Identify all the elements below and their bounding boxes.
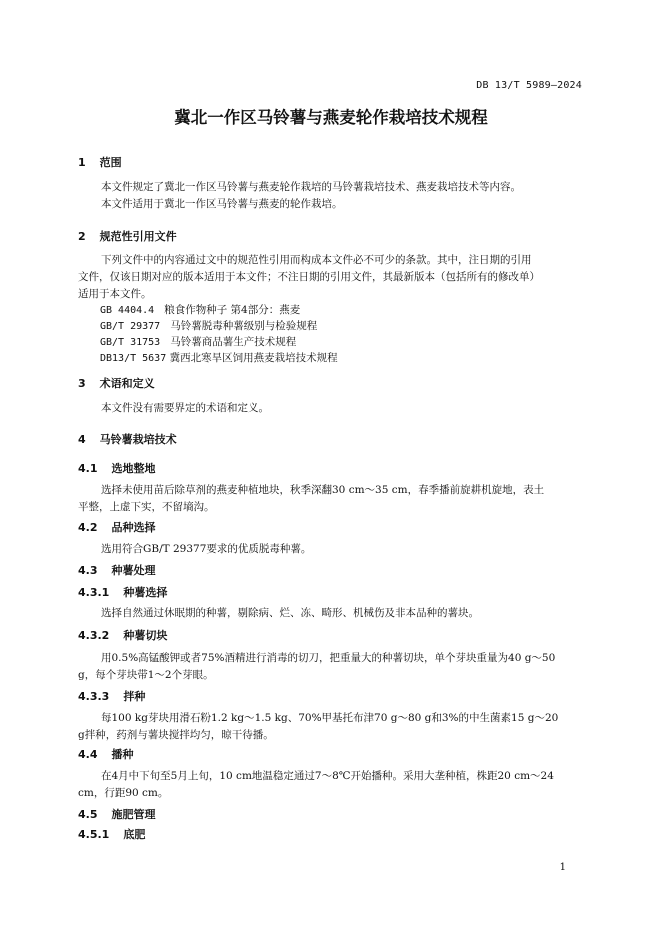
paragraph: 选用符合GB/T 29377要求的优质脱毒种薯。 bbox=[101, 543, 312, 555]
section-heading-2 bbox=[78, 228, 177, 244]
paragraph-line: 用0.5%高锰酸钾或者75%酒精进行消毒的切刀，把重量大的种薯切块，单个芽块重量为40 g～50 bbox=[101, 652, 556, 664]
section-heading-4-3: 4.3 种薯处理 bbox=[78, 564, 156, 577]
section-heading-4: 4 马铃薯栽培技术 bbox=[78, 433, 177, 446]
paragraph-line: g，每个芽块带1～2个芽眼。 bbox=[78, 669, 214, 681]
section-label: 规范性引用文件 bbox=[99, 230, 177, 243]
section-heading-4-3-2: 4.3.2 种薯切块 bbox=[78, 629, 168, 642]
section-number: 1 bbox=[78, 156, 86, 169]
paragraph-line: 在4月中下旬至5月上旬，10 cm地温稳定通过7～8℃开始播种。采用大垄种植，株距20 cm～24 bbox=[101, 770, 554, 782]
section-heading-4-3-1: 4.3.1 种薯选择 bbox=[78, 586, 168, 599]
paragraph-line: 适用于本文件。 bbox=[78, 288, 152, 300]
paragraph: 选择自然通过休眠期的种薯，剔除病、烂、冻、畸形、机械伤及非本品种的薯块。 bbox=[101, 607, 479, 619]
page-title: 冀北一作区马铃薯与燕麦轮作栽培技术规程 bbox=[174, 108, 488, 127]
section-heading-4-3-3: 4.3.3 拌种 bbox=[78, 690, 146, 703]
paragraph-line: 文件，仅该日期对应的版本适用于本文件；不注日期的引用文件，其最新版本（包括所有的修改单） bbox=[78, 271, 540, 283]
section-heading-4-2: 4.2 品种选择 bbox=[78, 521, 156, 534]
paragraph-line: 下列文件中的内容通过文中的规范性引用而构成本文件必不可少的条款。其中，注日期的引用 bbox=[101, 254, 532, 266]
section-heading-4-5: 4.5 施肥管理 bbox=[78, 808, 156, 821]
paragraph: 本文件规定了冀北一作区马铃薯与燕麦轮作栽培的马铃薯栽培技术、燕麦栽培技术等内容。 bbox=[101, 181, 521, 193]
section-heading-4-4: 4.4 播种 bbox=[78, 748, 134, 761]
section-heading-4-5-1: 4.5.1 底肥 bbox=[78, 828, 146, 841]
section-number: 2 bbox=[78, 230, 86, 243]
reference-item: GB/T 31753 马铃薯商品薯生产技术规程 bbox=[100, 336, 297, 348]
paragraph: 本文件适用于冀北一作区马铃薯与燕麦的轮作栽培。 bbox=[101, 198, 343, 210]
paragraph-line: 每100 kg芽块用滑石粉1.2 kg～1.5 kg、70%甲基托布津70 g～80 g和3%的中生菌素15 g～20 bbox=[101, 712, 559, 724]
document-id: DB 13/T 5989—2024 bbox=[476, 80, 582, 91]
reference-item: GB/T 29377 马铃薯脱毒种薯级别与检验规程 bbox=[100, 320, 318, 332]
section-heading-4-1: 4.1 选地整地 bbox=[78, 462, 156, 475]
reference-item: DB13/T 5637 冀西北寒旱区饲用燕麦栽培技术规程 bbox=[100, 352, 338, 364]
paragraph-line: cm，行距90 cm。 bbox=[78, 787, 169, 799]
reference-item: GB 4404.4 粮食作物种子 第4部分：燕麦 bbox=[100, 304, 301, 316]
section-label: 范围 bbox=[99, 156, 122, 169]
paragraph-line: g拌种，药剂与薯块搅拌均匀，晾干待播。 bbox=[78, 729, 274, 741]
paragraph: 本文件没有需要界定的术语和定义。 bbox=[101, 402, 269, 414]
section-heading-1 bbox=[78, 154, 122, 170]
paragraph-line: 平整，上虚下实，不留墒沟。 bbox=[78, 501, 215, 513]
section-heading-3: 3 术语和定义 bbox=[78, 377, 155, 390]
paragraph-line: 选择未使用苗后除草剂的燕麦种植地块，秋季深翻30 cm～35 cm，春季播前旋耕机旋地，表土 bbox=[101, 484, 545, 496]
page-number: 1 bbox=[559, 862, 566, 873]
